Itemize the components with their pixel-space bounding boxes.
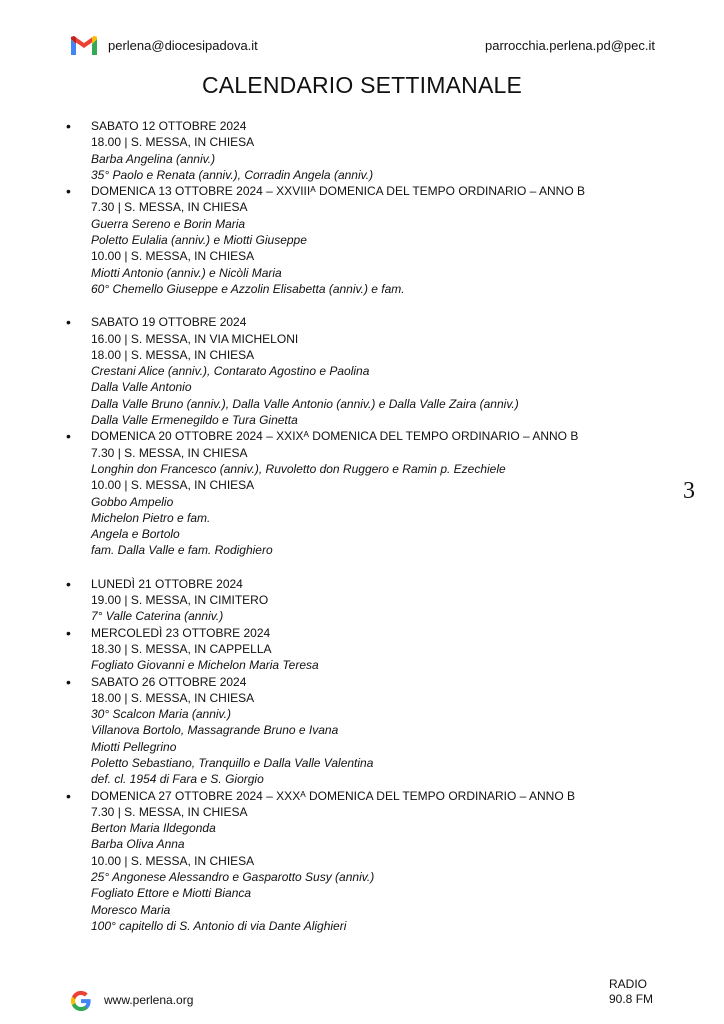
mass-time-line: 18.00 | S. MESSA, IN CHIESA — [91, 690, 255, 705]
mass-time-line: 10.00 | S. MESSA, IN CHIESA — [91, 478, 255, 493]
radio-frequency — [609, 977, 653, 1007]
header-pec-email-link[interactable]: parrocchia.perlena.pd@pec.it — [484, 38, 655, 53]
calendar-day-entry — [0, 118, 724, 183]
intention-line: 25° Angonese Alessandro e Gasparotto Susy (anniv.) — [91, 870, 375, 885]
calendar-week-group — [0, 576, 724, 935]
calendar-day-entry — [0, 576, 724, 625]
intention-line: Fogliato Giovanni e Michelon Maria Teresa — [91, 658, 319, 673]
mass-time-line: 7.30 | S. MESSA, IN CHIESA — [91, 200, 248, 215]
bullet-icon: • — [66, 787, 71, 804]
intention-line: Crestani Alice (anniv.), Contarato Agostino e Paolina — [91, 364, 370, 379]
page-number: 3 — [683, 478, 695, 504]
day-heading: MERCOLEDÌ 23 OTTOBRE 2024 — [91, 625, 271, 640]
calendar-day-entry — [0, 428, 724, 558]
day-heading: DOMENICA 13 OTTOBRE 2024 – XXVIIIᴬ DOMENICA DEL TEMPO ORDINARIO – ANNO B — [91, 184, 586, 199]
intention-line: Angela e Bortolo — [91, 527, 180, 542]
bullet-icon: • — [66, 428, 71, 445]
intention-line: Michelon Pietro e fam. — [91, 510, 211, 525]
intention-line: 35° Paolo e Renata (anniv.), Corradin Angela (anniv.) — [91, 167, 374, 182]
day-heading: DOMENICA 27 OTTOBRE 2024 – XXXᴬ DOMENICA DEL TEMPO ORDINARIO – ANNO B — [91, 788, 576, 803]
intention-line: Poletto Eulalia (anniv.) e Miotti Giuseppe — [91, 233, 307, 248]
mass-time-line: 10.00 | S. MESSA, IN CHIESA — [91, 249, 255, 264]
page-title: CALENDARIO SETTIMANALE — [201, 72, 523, 98]
intention-line: Gobbo Ampelio — [91, 494, 174, 509]
intention-line: def. cl. 1954 di Fara e S. Giorgio — [91, 772, 264, 787]
bullet-icon: • — [66, 314, 71, 331]
intention-line: Dalla Valle Bruno (anniv.), Dalla Valle Antonio (anniv.) e Dalla Valle Zaira (anniv.) — [91, 396, 519, 411]
intention-line: Berton Maria Ildegonda — [91, 821, 216, 836]
bullet-icon: • — [66, 673, 71, 690]
google-icon — [70, 990, 92, 1012]
day-heading: SABATO 19 OTTOBRE 2024 — [91, 315, 247, 330]
intention-line: Dalla Valle Antonio — [91, 380, 192, 395]
intention-line: Moresco Maria — [91, 902, 171, 917]
radio-label: RADIO — [609, 977, 648, 991]
bullet-icon: • — [66, 118, 71, 134]
mass-time-line: 18.00 | S. MESSA, IN CHIESA — [91, 135, 255, 150]
bullet-icon: • — [66, 624, 71, 641]
intention-line: Dalla Valle Ermenegildo e Tura Ginetta — [91, 413, 298, 428]
intention-line: Villanova Bortolo, Massagrande Bruno e Ivana — [91, 723, 339, 738]
bullet-icon: • — [66, 575, 71, 592]
bullet-icon: • — [66, 183, 71, 200]
calendar-week-group — [0, 314, 724, 558]
intention-line: Poletto Sebastiano, Tranquillo e Dalla Valle Valentina — [91, 755, 374, 770]
calendar-list — [0, 118, 724, 951]
intention-line: fam. Dalla Valle e fam. Rodighiero — [91, 543, 273, 558]
mass-time-line: 10.00 | S. MESSA, IN CHIESA — [91, 853, 255, 868]
page-header — [0, 36, 724, 56]
mass-time-line: 19.00 | S. MESSA, IN CIMITERO — [91, 593, 269, 608]
day-heading: SABATO 26 OTTOBRE 2024 — [91, 674, 247, 689]
intention-line: Miotti Antonio (anniv.) e Nicòli Maria — [91, 265, 282, 280]
intention-line: Guerra Sereno e Borin Maria — [91, 216, 246, 231]
calendar-day-entry — [0, 183, 724, 297]
intention-line: Barba Oliva Anna — [91, 837, 185, 852]
mass-time-line: 18.00 | S. MESSA, IN CHIESA — [91, 347, 255, 362]
gmail-icon — [70, 36, 98, 56]
day-heading: DOMENICA 20 OTTOBRE 2024 – XXIXᴬ DOMENICA DEL TEMPO ORDINARIO – ANNO B — [91, 429, 579, 444]
header-email-link[interactable]: perlena@diocesipadova.it — [108, 38, 258, 53]
intention-line: 7° Valle Caterina (anniv.) — [91, 609, 224, 624]
intention-line: Miotti Pellegrino — [91, 739, 177, 754]
day-heading: SABATO 12 OTTOBRE 2024 — [91, 119, 247, 133]
intention-line: Barba Angelina (anniv.) — [91, 151, 216, 166]
intention-line: Fogliato Ettore e Miotti Bianca — [91, 886, 252, 901]
intention-line: Longhin don Francesco (anniv.), Ruvoletto don Ruggero e Ramin p. Ezechiele — [91, 461, 506, 476]
intention-line: 30° Scalcon Maria (anniv.) — [91, 707, 231, 722]
mass-time-line: 7.30 | S. MESSA, IN CHIESA — [91, 804, 248, 819]
mass-time-line: 18.30 | S. MESSA, IN CAPPELLA — [91, 641, 272, 656]
calendar-day-entry — [0, 625, 724, 674]
calendar-week-group — [0, 118, 724, 297]
footer-website-link[interactable]: www.perlena.org — [104, 993, 194, 1007]
calendar-day-entry — [0, 674, 724, 788]
calendar-day-entry — [0, 314, 724, 428]
day-heading: LUNEDÌ 21 OTTOBRE 2024 — [91, 576, 243, 591]
radio-frequency-value: 90.8 FM — [609, 992, 654, 1006]
calendar-day-entry — [0, 788, 724, 935]
mass-time-line: 16.00 | S. MESSA, IN VIA MICHELONI — [91, 331, 299, 346]
intention-line: 60° Chemello Giuseppe e Azzolin Elisabetta (anniv.) e fam. — [91, 281, 405, 296]
intention-line: 100° capitello di S. Antonio di via Dante Alighieri — [91, 918, 347, 933]
mass-time-line: 7.30 | S. MESSA, IN CHIESA — [91, 445, 248, 460]
